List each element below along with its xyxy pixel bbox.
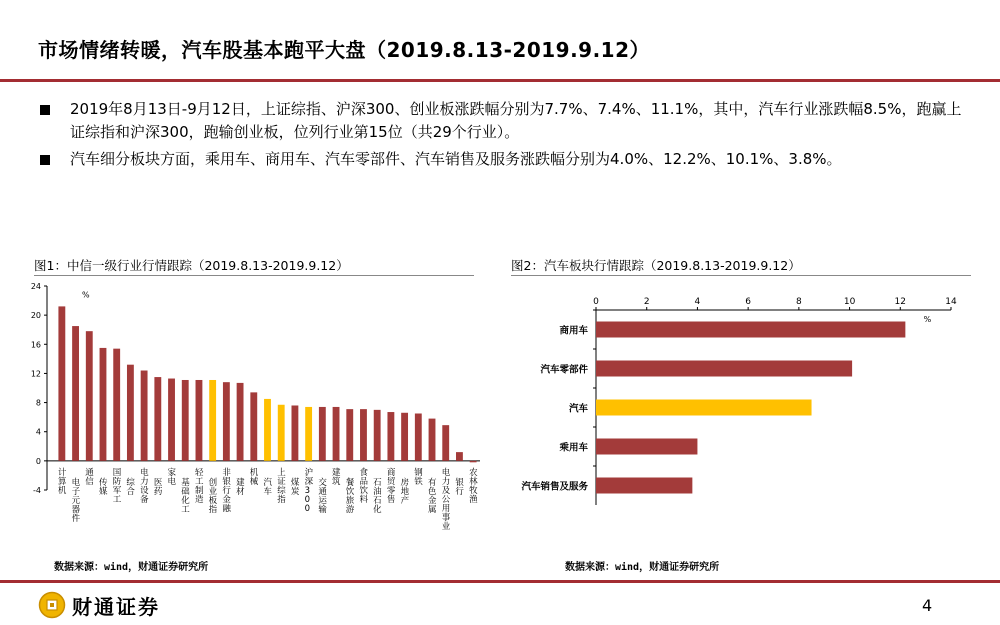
chart2-x-tick-label: 14 bbox=[945, 297, 957, 307]
chart1-bar bbox=[456, 452, 463, 461]
chart1-bar bbox=[168, 379, 175, 461]
chart2-bar bbox=[596, 361, 852, 377]
chart2-category-label: 商用车 bbox=[559, 325, 588, 337]
chart1-y-tick-label: 16 bbox=[30, 340, 41, 350]
chart2-bar bbox=[596, 400, 812, 416]
chart1-bar bbox=[401, 413, 408, 461]
chart1-category-label: 钢铁 bbox=[414, 467, 423, 487]
chart2-x-tick-label: 12 bbox=[894, 297, 907, 307]
chart1-y-tick-label: 0 bbox=[35, 456, 41, 466]
chart1-category-label: 电子元器件 bbox=[71, 477, 81, 524]
chart1-category-label: 交通运输 bbox=[318, 477, 327, 515]
chart2-x-tick-label: 10 bbox=[843, 297, 856, 307]
chart1-y-tick-label: 20 bbox=[30, 311, 41, 321]
chart1-caption: 图1：中信一级行业行情跟踪（2019.8.13-2019.9.12） bbox=[34, 258, 349, 273]
chart2-source: 数据来源：wind，财通证券研究所 bbox=[565, 562, 720, 573]
chart1-industry-bar-chart bbox=[20, 280, 490, 550]
chart1-category-label: 建材 bbox=[236, 477, 245, 497]
chart1-bar bbox=[182, 380, 189, 461]
bullet-square-icon bbox=[40, 155, 50, 165]
chart1-bar bbox=[387, 412, 394, 461]
chart1-category-label: 非银行金融 bbox=[222, 467, 231, 514]
chart1-category-label: 通信 bbox=[85, 467, 94, 487]
chart1-y-tick-label: 8 bbox=[35, 398, 41, 408]
chart1-y-tick-label: 4 bbox=[35, 427, 41, 437]
chart2-caption: 图2：汽车板块行情跟踪（2019.8.13-2019.9.12） bbox=[511, 258, 801, 273]
page-title: 市场情绪转暖，汽车股基本跑平大盘（2019.8.13-2019.9.12） bbox=[38, 38, 651, 62]
chart2-category-label: 汽车销售及服务 bbox=[521, 481, 588, 493]
chart1-category-label: 基础化工 bbox=[181, 477, 190, 515]
chart2-category-label: 汽车零部件 bbox=[540, 364, 588, 376]
chart1-bar bbox=[470, 461, 477, 462]
chart1-y-tick-label: 24 bbox=[30, 282, 41, 291]
page-number: 4 bbox=[922, 596, 933, 615]
chart1-bar bbox=[113, 349, 120, 461]
chart1-category-label: 计算机 bbox=[57, 467, 67, 496]
chart1-category-label: 农林牧渔 bbox=[469, 467, 478, 505]
chart2-x-tick-label: 0 bbox=[593, 297, 599, 307]
chart1-bar bbox=[346, 409, 353, 461]
bullet-square-icon bbox=[40, 105, 50, 115]
chart1-category-label: 煤炭 bbox=[290, 477, 300, 497]
chart2-unit-label: % bbox=[923, 315, 932, 324]
chart1-category-label: 食品饮料 bbox=[359, 467, 368, 505]
chart1-category-label: 石油石化 bbox=[373, 477, 382, 515]
company-logo bbox=[38, 590, 160, 620]
chart1-bar bbox=[223, 382, 230, 461]
chart2-x-tick-label: 4 bbox=[694, 297, 701, 307]
chart1-bar bbox=[429, 419, 436, 461]
chart1-bar bbox=[209, 380, 216, 461]
chart1-bar bbox=[291, 405, 298, 460]
chart1-bar bbox=[86, 331, 93, 461]
chart1-category-label: 传媒 bbox=[98, 477, 108, 497]
chart1-bar bbox=[58, 306, 65, 460]
chart1-category-label: 有色金属 bbox=[428, 477, 437, 515]
chart1-bar bbox=[237, 383, 244, 461]
chart1-y-tick-label: 12 bbox=[30, 369, 41, 379]
chart1-bar bbox=[100, 348, 107, 461]
chart1-bar bbox=[360, 409, 367, 461]
chart2-bar bbox=[596, 322, 905, 338]
chart1-bar bbox=[141, 371, 148, 461]
chart1-category-label: 综合 bbox=[126, 477, 135, 497]
chart1-bar bbox=[305, 407, 312, 461]
logo-text: 财通证券 bbox=[72, 594, 160, 619]
chart1-bar bbox=[264, 399, 271, 461]
chart2-bar bbox=[596, 439, 697, 455]
chart1-category-label: 房地产 bbox=[400, 477, 410, 506]
chart1-bar bbox=[250, 392, 257, 460]
chart1-category-label: 商贸零售 bbox=[386, 467, 396, 505]
chart2-bar bbox=[596, 478, 692, 494]
chart1-bar bbox=[72, 326, 79, 461]
chart2-auto-segment-bar-chart bbox=[500, 290, 980, 510]
chart2-caption-rule bbox=[511, 275, 971, 276]
chart1-bar bbox=[196, 380, 203, 461]
bullet-text: 2019年8月13日-9月12日，上证综指、沪深300、创业板涨跌幅分别为7.7%、7.4%、11.1%，其中，汽车行业涨跌幅8.5%，跑赢上证综指和沪深300，跑输创业板，位列行业第15位（共29个行业）。 bbox=[70, 100, 962, 141]
chart1-category-label: 建筑 bbox=[332, 467, 341, 487]
chart2-x-tick-label: 2 bbox=[643, 297, 650, 307]
chart1-category-label: 机械 bbox=[249, 467, 259, 487]
chart1-unit-label: % bbox=[82, 290, 90, 300]
chart1-bar bbox=[442, 425, 449, 461]
chart1-category-label: 国防军工 bbox=[112, 467, 122, 505]
chart1-bar bbox=[319, 407, 326, 461]
chart1-bar bbox=[374, 410, 381, 461]
chart1-category-label: 医药 bbox=[153, 477, 163, 497]
chart1-bar bbox=[415, 414, 422, 461]
chart2-x-tick-label: 8 bbox=[795, 297, 802, 307]
bullet-item bbox=[40, 98, 970, 144]
chart2-x-tick-label: 6 bbox=[745, 297, 752, 307]
chart1-category-label: 创业板指 bbox=[208, 477, 218, 515]
chart1-category-label: 银行 bbox=[455, 477, 464, 497]
chart1-category-label: 轻工制造 bbox=[194, 467, 204, 505]
chart1-source: 数据来源：wind，财通证券研究所 bbox=[54, 562, 209, 573]
chart1-bar bbox=[333, 407, 340, 461]
title-divider bbox=[0, 79, 1000, 82]
chart1-caption-rule bbox=[34, 275, 474, 276]
chart1-category-label: 电力及公用事业 bbox=[441, 467, 451, 532]
coin-logo-icon bbox=[38, 591, 66, 619]
chart1-category-label: 餐饮旅游 bbox=[345, 477, 355, 515]
chart1-category-label: 沪深 3 0 0 bbox=[304, 467, 314, 514]
chart1-category-label: 汽车 bbox=[263, 477, 273, 497]
bullet-text: 汽车细分板块方面，乘用车、商用车、汽车零部件、汽车销售及服务涨跌幅分别为4.0%、12.2%、10.1%、3.8%。 bbox=[70, 150, 842, 168]
bullet-item bbox=[40, 148, 970, 171]
chart1-category-label: 电力设备 bbox=[140, 467, 149, 505]
chart1-category-label: 家电 bbox=[167, 467, 177, 487]
chart1-y-tick-label: -4 bbox=[33, 486, 41, 495]
summary-bullets bbox=[40, 98, 970, 175]
footer-divider bbox=[0, 580, 1000, 583]
chart1-category-label: 上证综指 bbox=[277, 467, 286, 505]
chart2-category-label: 汽车 bbox=[568, 403, 588, 415]
chart1-bar bbox=[154, 377, 161, 461]
chart2-category-label: 乘用车 bbox=[559, 442, 588, 454]
chart1-bar bbox=[278, 405, 285, 461]
chart1-bar bbox=[127, 365, 134, 461]
